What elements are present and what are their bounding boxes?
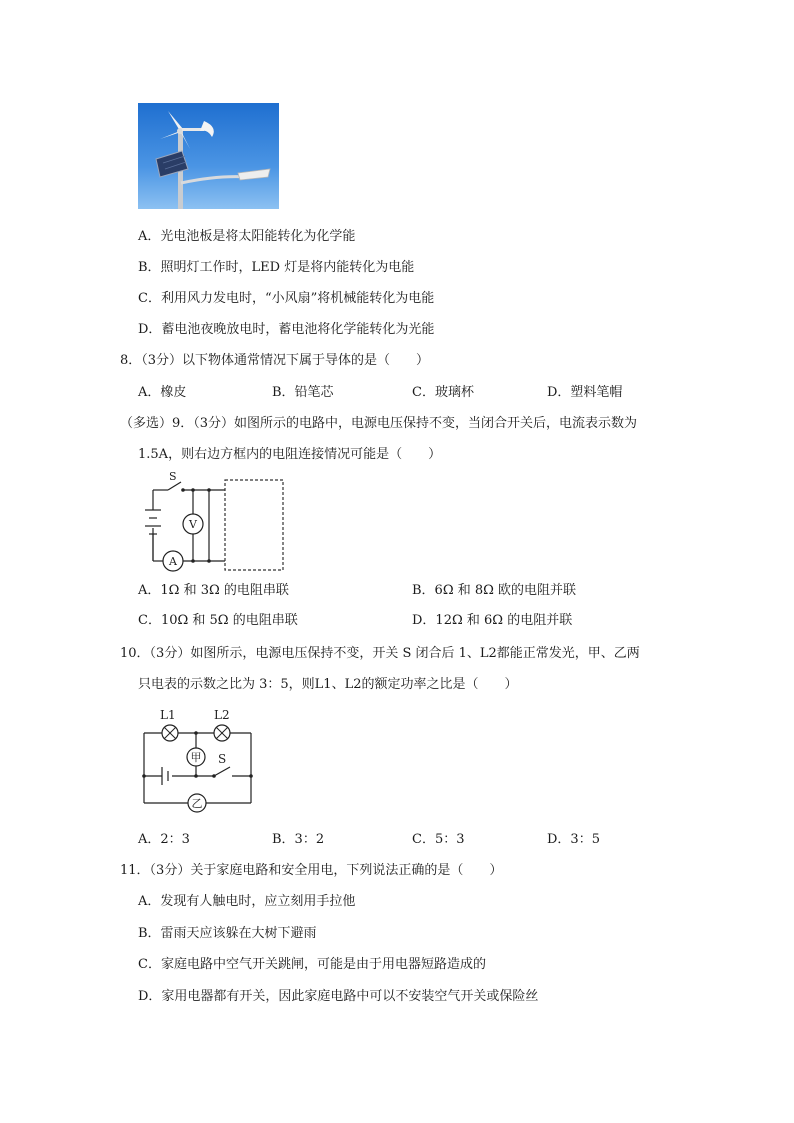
q9-option-d: D．12Ω 和 6Ω 的电阻并联 xyxy=(412,613,573,628)
q10-meter-yi-label: 乙 xyxy=(191,797,203,810)
q7-option-d: D．蓄电池夜晚放电时，蓄电池将化学能转化为光能 xyxy=(138,322,435,337)
q9-option-c: C．10Ω 和 5Ω 的电阻串联 xyxy=(138,613,298,628)
q8-option-a: A．橡皮 xyxy=(138,385,187,400)
q10-circuit-diagram xyxy=(138,703,258,815)
q9-voltmeter-label: V xyxy=(189,518,197,531)
q7-option-a: A．光电池板是将太阳能转化为化学能 xyxy=(138,229,356,244)
q9-stem-line1: （多选）9．（3分）如图所示的电路中，电源电压保持不变，当闭合开关后，电流表示数为 xyxy=(120,416,638,431)
q10-stem-line2: 只电表的示数之比为 3：5，则L1、L2的额定功率之比是（ ） xyxy=(138,677,518,692)
q10-option-b: B．3：2 xyxy=(272,832,325,847)
q10-option-c: C．5：3 xyxy=(412,832,465,847)
q11-stem: 11．（3分）关于家庭电路和安全用电，下列说法正确的是（ ） xyxy=(120,863,503,878)
q9-option-b: B．6Ω 和 8Ω 欧的电阻并联 xyxy=(412,583,577,598)
q8-option-c: C．玻璃杯 xyxy=(412,385,474,400)
q8-stem: 8．（3分）以下物体通常情况下属于导体的是（ ） xyxy=(120,353,430,368)
q10-meter-jia-label: 甲 xyxy=(190,751,202,764)
q9-circuit-diagram xyxy=(135,468,290,578)
q9-option-a: A．1Ω 和 3Ω 的电阻串联 xyxy=(138,583,289,598)
q11-option-d: D．家用电器都有开关，因此家庭电路中可以不安装空气开关或保险丝 xyxy=(138,989,539,1004)
q9-switch-label: S xyxy=(169,470,177,483)
q10-stem-line1: 10．（3分）如图所示，电源电压保持不变，开关 S 闭合后 1、L2都能正常发光，甲、乙两 xyxy=(120,646,640,661)
q11-option-b: B．雷雨天应该躲在大树下避雨 xyxy=(138,926,317,941)
q9-ammeter-label: A xyxy=(169,555,177,568)
q7-option-b: B．照明灯工作时，LED 灯是将内能转化为电能 xyxy=(138,260,415,275)
q9-stem-line2: 1.5A，则右边方框内的电阻连接情况可能是（ ） xyxy=(138,447,442,462)
q8-option-b: B．铅笔芯 xyxy=(272,385,334,400)
q7-option-c: C．利用风力发电时，“小风扇”将机械能转化为电能 xyxy=(138,291,435,306)
q10-option-a: A．2：3 xyxy=(138,832,190,847)
q10-l1-label: L1 xyxy=(160,708,176,722)
q10-l2-label: L2 xyxy=(214,708,230,722)
wind-solar-streetlight-photo xyxy=(138,103,279,209)
q11-option-a: A．发现有人触电时，应立刻用手拉他 xyxy=(138,894,356,909)
q10-option-d: D．3：5 xyxy=(547,832,600,847)
q10-switch-label: S xyxy=(218,752,227,766)
q11-option-c: C．家庭电路中空气开关跳闸，可能是由于用电器短路造成的 xyxy=(138,957,486,972)
q8-option-d: D．塑料笔帽 xyxy=(547,385,623,400)
